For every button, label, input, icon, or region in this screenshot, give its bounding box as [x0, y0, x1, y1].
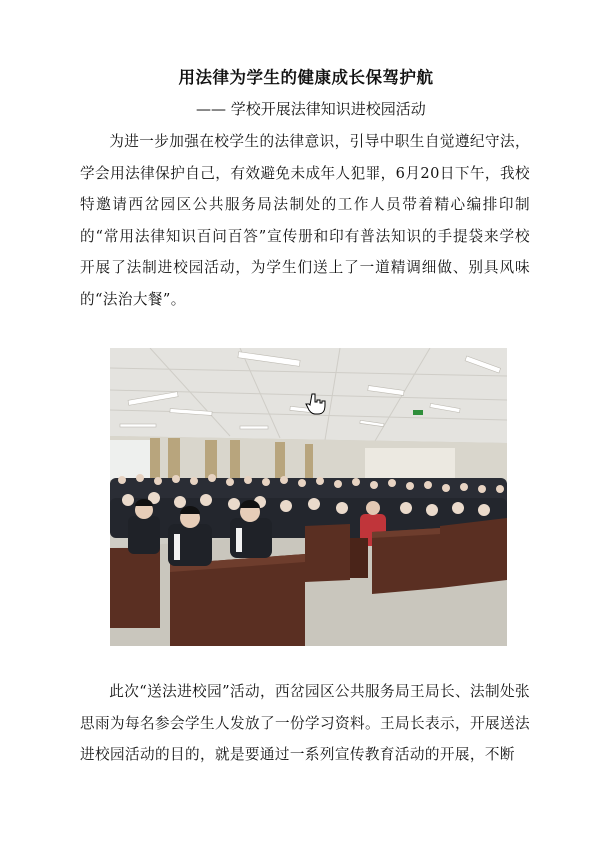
document-subtitle: —— 学校开展法律知识进校园活动 [196, 100, 426, 118]
paragraph-activity: 此次“送法进校园”活动，西岔园区公共服务局王局长、法制处张思雨为每名参会学生人发放了一份学习资料。王局长表示，开展送法进校园活动的目的，就是要通过一系列宣传教育活动的开展，不断 [80, 683, 530, 763]
classroom-illustration [110, 348, 507, 646]
paragraph-intro: 为进一步加强在校学生的法律意识，引导中职生自觉遵纪守法，学会用法律保护自己，有效避免未成年人犯罪，6月20日下午，我校特邀请西岔园区公共服务局法制处的工作人员带着精心编排印制的“常用法律知识百问百答”宣传册和印有普法知识的手提袋来学校开展了法制进校园活动，为学生们送上了一道精调细做、别具风味的“法治大餐”。 [80, 133, 530, 308]
document-title: 用法律为学生的健康成长保驾护航 [178, 68, 434, 87]
classroom-photo [110, 348, 507, 646]
